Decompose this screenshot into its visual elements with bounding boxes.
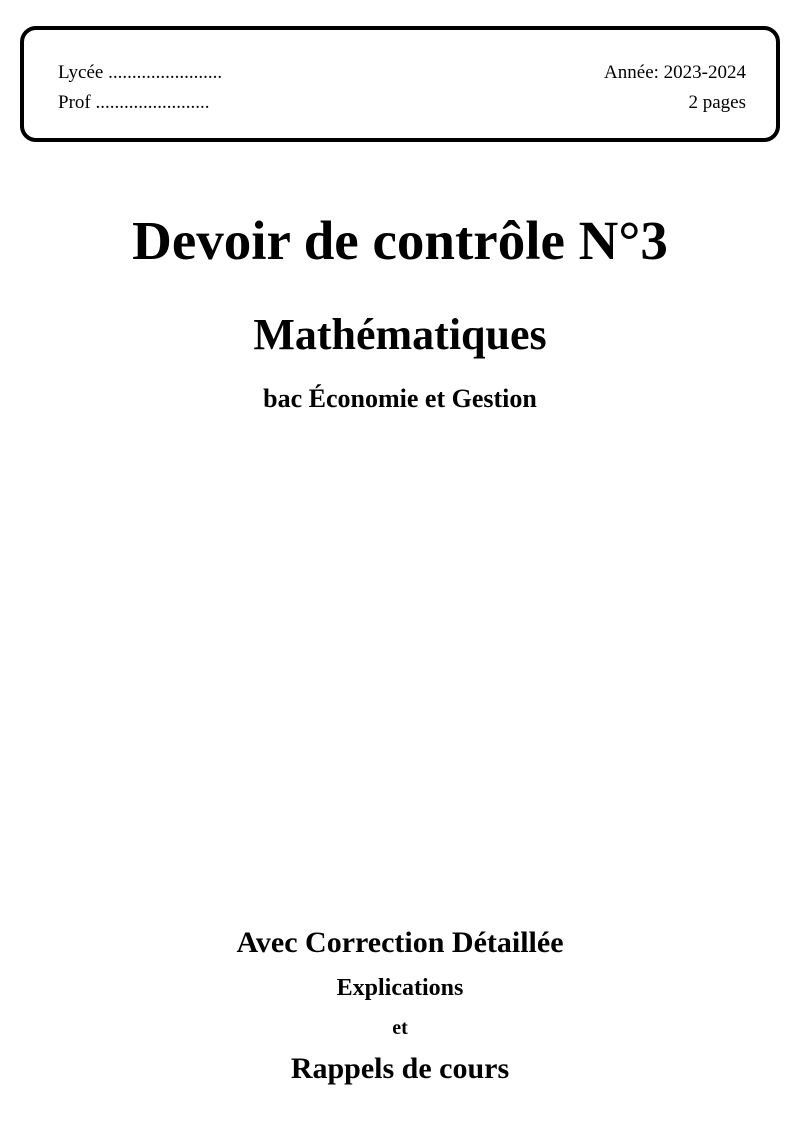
- footer-and-line: et: [392, 1017, 408, 1039]
- footer-block: [0, 922, 800, 1090]
- teacher-field: Prof ........................: [58, 92, 210, 113]
- header-row-teacher: [58, 88, 746, 118]
- header-row-school: [58, 58, 746, 88]
- subject-title: Mathématiques: [253, 310, 547, 359]
- school-field: Lycée ........................: [58, 62, 223, 83]
- year-field: Année: 2023-2024: [604, 62, 746, 83]
- footer-course-reminders-line: Rappels de cours: [290, 1052, 510, 1085]
- page-title: Devoir de contrôle N°3: [132, 210, 668, 271]
- header-fields: [58, 58, 746, 118]
- header-box: [20, 26, 780, 142]
- pages-count: 2 pages: [688, 92, 746, 113]
- footer-explanations-line: Explications: [336, 975, 464, 1001]
- footer-correction-line: Avec Correction Détaillée: [236, 926, 564, 959]
- level-subtitle: bac Économie et Gestion: [263, 384, 537, 413]
